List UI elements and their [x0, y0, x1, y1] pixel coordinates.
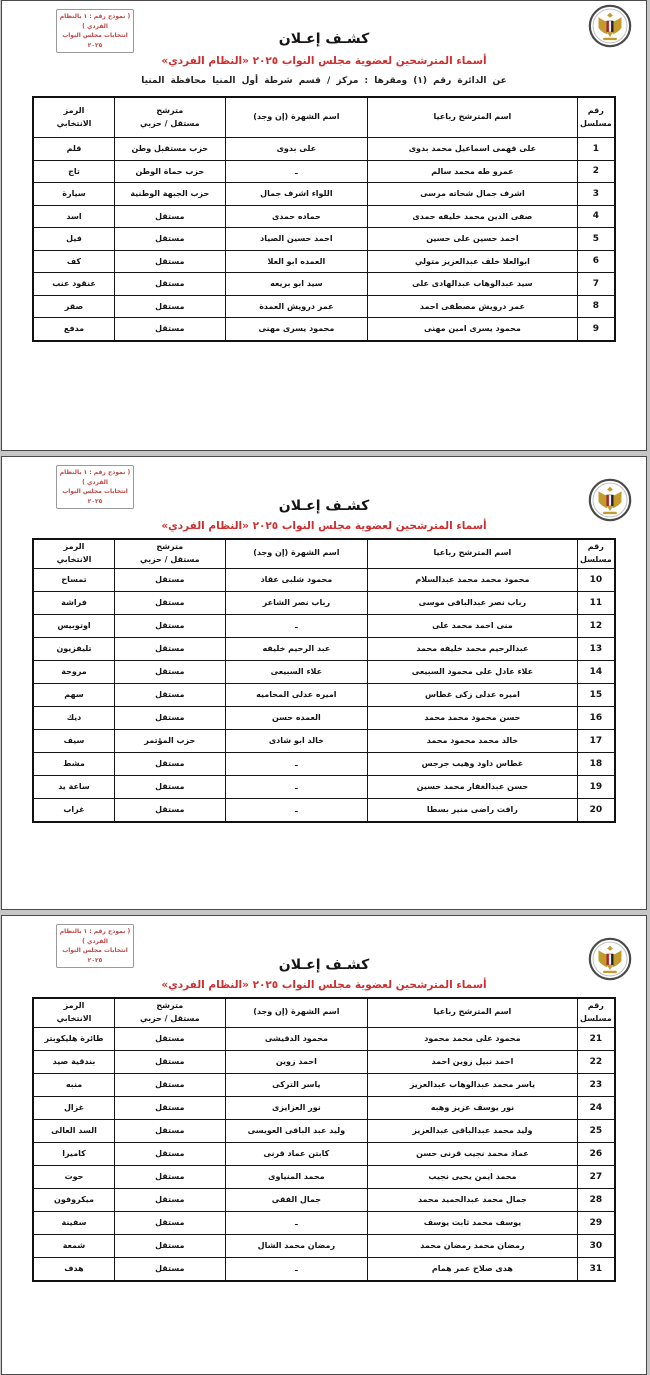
table-row — [33, 798, 615, 822]
cell-nickname: سيد ابو بريعه — [225, 273, 368, 296]
header-nickname: اسم الشهرة (إن وجد) — [225, 539, 368, 568]
header-candidate-name: اسم المترشح رباعيا — [368, 998, 578, 1027]
table-row — [33, 1142, 615, 1165]
cell-nickname: حماده حمدى — [225, 205, 368, 228]
cell-serial-number: 8 — [577, 295, 615, 318]
cell-party-status: مستقل — [115, 568, 226, 591]
cell-candidate-name: محمود على محمد محمود — [368, 1027, 578, 1050]
candidates-table — [32, 96, 616, 342]
cell-party-status: مستقل — [115, 1211, 226, 1234]
cell-candidate-name: عماد محمد نجيب قرنى حسن — [368, 1142, 578, 1165]
cell-nickname: ـ — [225, 1211, 368, 1234]
page-title: كشـف إعـلان — [278, 957, 370, 973]
cell-candidate-name: حسن عبدالغفار محمد حسين — [368, 775, 578, 798]
cell-nickname: رمضان محمد الشال — [225, 1234, 368, 1257]
table-row — [33, 1188, 615, 1211]
table-row — [33, 1165, 615, 1188]
cell-serial-number: 25 — [577, 1119, 615, 1142]
page-subtitle: أسماء المترشحين لعضوية مجلس النواب ٢٠٢٥ «النظام الفردي» — [161, 979, 487, 991]
cell-electoral-symbol: سفينة — [33, 1211, 115, 1234]
header-nickname: اسم الشهرة (إن وجد) — [225, 97, 368, 138]
cell-serial-number: 4 — [577, 205, 615, 228]
table-row — [33, 1234, 615, 1257]
table-row — [33, 683, 615, 706]
header-candidate-name: اسم المترشح رباعيا — [368, 97, 578, 138]
cell-electoral-symbol: ديك — [33, 706, 115, 729]
cell-serial-number: 22 — [577, 1050, 615, 1073]
table-row — [33, 160, 615, 183]
cell-electoral-symbol: شمعة — [33, 1234, 115, 1257]
document-page-2 — [1, 456, 647, 910]
table-row — [33, 1073, 615, 1096]
cell-candidate-name: نور يوسف عزيز وهبه — [368, 1096, 578, 1119]
header-party-status: مترشح مستقل / حزبي — [115, 97, 226, 138]
cell-party-status: مستقل — [115, 273, 226, 296]
cell-electoral-symbol: فراشة — [33, 591, 115, 614]
table-row — [33, 591, 615, 614]
header-party-status: مترشح مستقل / حزبي — [115, 998, 226, 1027]
cell-nickname: اميره عدلى المحاميه — [225, 683, 368, 706]
cell-party-status: مستقل — [115, 660, 226, 683]
candidates-table-wrap — [32, 997, 616, 1282]
cell-serial-number: 23 — [577, 1073, 615, 1096]
cell-candidate-name: رباب نصر عبدالباقى موسى — [368, 591, 578, 614]
candidates-table-wrap — [32, 538, 616, 823]
cell-serial-number: 2 — [577, 160, 615, 183]
form-box-line1: ( نموذج رقم : ١ بالنظام الفردي ) — [59, 13, 131, 30]
cell-electoral-symbol: هدف — [33, 1257, 115, 1281]
cell-candidate-name: رمضان محمد رمضان محمد — [368, 1234, 578, 1257]
cell-serial-number: 28 — [577, 1188, 615, 1211]
cell-serial-number: 30 — [577, 1234, 615, 1257]
table-row — [33, 775, 615, 798]
table-row — [33, 706, 615, 729]
cell-serial-number: 9 — [577, 318, 615, 341]
cell-party-status: مستقل — [115, 752, 226, 775]
page-title: كشـف إعـلان — [278, 31, 370, 47]
table-row — [33, 228, 615, 251]
cell-party-status: مستقل — [115, 1257, 226, 1281]
cell-electoral-symbol: حوت — [33, 1165, 115, 1188]
table-row — [33, 250, 615, 273]
cell-candidate-name: اشرف جمال شحاته مرسى — [368, 183, 578, 206]
cell-electoral-symbol: مشط — [33, 752, 115, 775]
cell-nickname: ـ — [225, 752, 368, 775]
cell-electoral-symbol: عنقود عنب — [33, 273, 115, 296]
form-box-line1: ( نموذج رقم : ١ بالنظام الفردي ) — [59, 928, 131, 945]
cell-electoral-symbol: تاج — [33, 160, 115, 183]
cell-party-status: حزب المؤتمر — [115, 729, 226, 752]
cell-candidate-name: اميره عدلى زكى غطاس — [368, 683, 578, 706]
cell-nickname: محمود الدقيشى — [225, 1027, 368, 1050]
cell-serial-number: 15 — [577, 683, 615, 706]
cell-electoral-symbol: صقر — [33, 295, 115, 318]
cell-nickname: محمد المنياوى — [225, 1165, 368, 1188]
cell-party-status: مستقل — [115, 706, 226, 729]
header-candidate-name: اسم المترشح رباعيا — [368, 539, 578, 568]
cell-nickname: محمود شلبى عقاد — [225, 568, 368, 591]
cell-nickname: العمده ابو العلا — [225, 250, 368, 273]
cell-party-status: مستقل — [115, 1165, 226, 1188]
cell-electoral-symbol: سهم — [33, 683, 115, 706]
cell-nickname: محمود يسرى مهنى — [225, 318, 368, 341]
cell-electoral-symbol: كاميرا — [33, 1142, 115, 1165]
table-header-row — [33, 998, 615, 1027]
cell-electoral-symbol: مروحة — [33, 660, 115, 683]
cell-serial-number: 6 — [577, 250, 615, 273]
cell-candidate-name: غطاس داود وهيب جرجس — [368, 752, 578, 775]
cell-candidate-name: عبدالرحيم محمد خليفه محمد — [368, 637, 578, 660]
cell-serial-number: 10 — [577, 568, 615, 591]
cell-electoral-symbol: تليفزيون — [33, 637, 115, 660]
cell-candidate-name: ابوالعلا خلف عبدالعزيز متولي — [368, 250, 578, 273]
cell-candidate-name: احمد حسين على حسين — [368, 228, 578, 251]
table-row — [33, 205, 615, 228]
table-row — [33, 1096, 615, 1119]
cell-candidate-name: عمرو طه محمد سالم — [368, 160, 578, 183]
cell-candidate-name: صفى الدين محمد خليفه حمدى — [368, 205, 578, 228]
cell-electoral-symbol: سيف — [33, 729, 115, 752]
cell-nickname: علاء السبيعى — [225, 660, 368, 683]
cell-electoral-symbol: بندقية صيد — [33, 1050, 115, 1073]
table-row — [33, 1211, 615, 1234]
page-subtitle: أسماء المترشحين لعضوية مجلس النواب ٢٠٢٥ «النظام الفردي» — [161, 520, 487, 532]
cell-serial-number: 13 — [577, 637, 615, 660]
table-row — [33, 273, 615, 296]
cell-serial-number: 24 — [577, 1096, 615, 1119]
cell-electoral-symbol: اوتوبيس — [33, 614, 115, 637]
cell-candidate-name: حسن محمود محمد محمد — [368, 706, 578, 729]
cell-candidate-name: هدى صلاح عمر همام — [368, 1257, 578, 1281]
cell-electoral-symbol: منبه — [33, 1073, 115, 1096]
cell-party-status: مستقل — [115, 318, 226, 341]
cell-candidate-name: رافت راضى منير بسطا — [368, 798, 578, 822]
cell-electoral-symbol: غراب — [33, 798, 115, 822]
cell-nickname: احمد حسين الصياد — [225, 228, 368, 251]
page-title: كشـف إعـلان — [278, 498, 370, 514]
table-row — [33, 614, 615, 637]
cell-party-status: مستقل — [115, 1096, 226, 1119]
candidates-table — [32, 538, 616, 823]
document-page-3 — [1, 915, 647, 1375]
cell-serial-number: 20 — [577, 798, 615, 822]
cell-party-status: مستقل — [115, 1073, 226, 1096]
cell-electoral-symbol: تمساح — [33, 568, 115, 591]
cell-party-status: مستقل — [115, 205, 226, 228]
cell-serial-number: 12 — [577, 614, 615, 637]
district-line: عن الدائرة رقم (١) ومقرها : مركز / قسم شرطة أول المنيا محافظة المنيا — [141, 76, 507, 86]
cell-candidate-name: جمال محمد عبدالحميد محمد — [368, 1188, 578, 1211]
cell-serial-number: 31 — [577, 1257, 615, 1281]
header-serial: رقم مسلسل — [577, 97, 615, 138]
cell-candidate-name: ياسر محمد عبدالوهاب عبدالعزيز — [368, 1073, 578, 1096]
cell-serial-number: 3 — [577, 183, 615, 206]
cell-nickname: كابتن عماد قرنى — [225, 1142, 368, 1165]
table-header-row — [33, 539, 615, 568]
table-row — [33, 752, 615, 775]
table-row — [33, 660, 615, 683]
cell-nickname: ـ — [225, 160, 368, 183]
cell-candidate-name: خالد محمد محمود محمد — [368, 729, 578, 752]
cell-candidate-name: عمر درويش مصطفى احمد — [368, 295, 578, 318]
cell-candidate-name: محمود محمد محمد عبدالسلام — [368, 568, 578, 591]
header-serial: رقم مسلسل — [577, 998, 615, 1027]
cell-serial-number: 17 — [577, 729, 615, 752]
table-row — [33, 138, 615, 161]
form-box-line2: انتخابات مجلس النواب ٢٠٢٥ — [62, 32, 128, 49]
header-electoral-symbol: الرمز الانتخابي — [33, 97, 115, 138]
cell-serial-number: 1 — [577, 138, 615, 161]
form-box-line2: انتخابات مجلس النواب ٢٠٢٥ — [62, 947, 128, 964]
cell-serial-number: 18 — [577, 752, 615, 775]
cell-party-status: مستقل — [115, 250, 226, 273]
cell-party-status: مستقل — [115, 614, 226, 637]
cell-candidate-name: محمود يسرى امين مهنى — [368, 318, 578, 341]
cell-electoral-symbol: قلم — [33, 138, 115, 161]
cell-nickname: وليد عبد الباقى العويسى — [225, 1119, 368, 1142]
table-row — [33, 1027, 615, 1050]
cell-candidate-name: وليد محمد عبدالباقى عبدالعزيز — [368, 1119, 578, 1142]
table-row — [33, 1119, 615, 1142]
cell-party-status: حزب مستقبل وطن — [115, 138, 226, 161]
cell-serial-number: 29 — [577, 1211, 615, 1234]
cell-serial-number: 7 — [577, 273, 615, 296]
table-row — [33, 183, 615, 206]
cell-electoral-symbol: غزال — [33, 1096, 115, 1119]
cell-party-status: مستقل — [115, 591, 226, 614]
cell-nickname: ـ — [225, 775, 368, 798]
header-nickname: اسم الشهرة (إن وجد) — [225, 998, 368, 1027]
table-row — [33, 295, 615, 318]
cell-electoral-symbol: فيل — [33, 228, 115, 251]
cell-party-status: مستقل — [115, 228, 226, 251]
cell-party-status: مستقل — [115, 1050, 226, 1073]
cell-electoral-symbol: طائرة هليكوبتر — [33, 1027, 115, 1050]
cell-serial-number: 21 — [577, 1027, 615, 1050]
candidates-table-wrap — [32, 96, 616, 342]
cell-serial-number: 11 — [577, 591, 615, 614]
candidates-table — [32, 997, 616, 1282]
cell-nickname: ـ — [225, 614, 368, 637]
cell-nickname: ياسر التركى — [225, 1073, 368, 1096]
cell-party-status: مستقل — [115, 1234, 226, 1257]
cell-electoral-symbol: ميكروفون — [33, 1188, 115, 1211]
cell-electoral-symbol: السد العالى — [33, 1119, 115, 1142]
cell-party-status: مستقل — [115, 1188, 226, 1211]
cell-candidate-name: احمد نبيل زوين احمد — [368, 1050, 578, 1073]
table-row — [33, 568, 615, 591]
cell-serial-number: 16 — [577, 706, 615, 729]
cell-nickname: رباب نصر الشاعر — [225, 591, 368, 614]
cell-candidate-name: يوسف محمد ثابت يوسف — [368, 1211, 578, 1234]
table-row — [33, 1050, 615, 1073]
cell-party-status: مستقل — [115, 1027, 226, 1050]
cell-nickname: خالد ابو شادى — [225, 729, 368, 752]
cell-nickname: عمر درويش العمدة — [225, 295, 368, 318]
cell-nickname: العمده حسن — [225, 706, 368, 729]
cell-nickname: نور العزايزى — [225, 1096, 368, 1119]
cell-nickname: ـ — [225, 1257, 368, 1281]
cell-party-status: مستقل — [115, 798, 226, 822]
cell-candidate-name: سيد عبدالوهاب عبدالهادى على — [368, 273, 578, 296]
cell-serial-number: 14 — [577, 660, 615, 683]
table-row — [33, 318, 615, 341]
cell-candidate-name: منى احمد محمد على — [368, 614, 578, 637]
header-party-status: مترشح مستقل / حزبي — [115, 539, 226, 568]
cell-party-status: مستقل — [115, 1119, 226, 1142]
cell-electoral-symbol: ساعة يد — [33, 775, 115, 798]
cell-party-status: مستقل — [115, 775, 226, 798]
cell-nickname: ـ — [225, 798, 368, 822]
cell-candidate-name: علاء عادل على محمود السبيعى — [368, 660, 578, 683]
cell-nickname: عبد الرحيم خليفه — [225, 637, 368, 660]
cell-electoral-symbol: مدفع — [33, 318, 115, 341]
cell-serial-number: 5 — [577, 228, 615, 251]
cell-party-status: مستقل — [115, 1142, 226, 1165]
cell-candidate-name: على فهمى اسماعيل محمد بدوى — [368, 138, 578, 161]
cell-serial-number: 26 — [577, 1142, 615, 1165]
cell-nickname: اللواء اشرف جمال — [225, 183, 368, 206]
cell-nickname: احمد زوين — [225, 1050, 368, 1073]
cell-party-status: مستقل — [115, 683, 226, 706]
header-serial: رقم مسلسل — [577, 539, 615, 568]
page-subtitle: أسماء المترشحين لعضوية مجلس النواب ٢٠٢٥ «النظام الفردي» — [161, 55, 487, 67]
cell-party-status: مستقل — [115, 295, 226, 318]
document-page-1 — [1, 0, 647, 451]
cell-electoral-symbol: سيارة — [33, 183, 115, 206]
table-header-row — [33, 97, 615, 138]
table-row — [33, 637, 615, 660]
cell-nickname: على بدوى — [225, 138, 368, 161]
cell-party-status: حزب الجبهة الوطنية — [115, 183, 226, 206]
form-box-line2: انتخابات مجلس النواب ٢٠٢٥ — [62, 488, 128, 505]
cell-party-status: مستقل — [115, 637, 226, 660]
cell-serial-number: 27 — [577, 1165, 615, 1188]
table-row — [33, 1257, 615, 1281]
cell-serial-number: 19 — [577, 775, 615, 798]
table-row — [33, 729, 615, 752]
cell-nickname: جمال الفقى — [225, 1188, 368, 1211]
form-box-line1: ( نموذج رقم : ١ بالنظام الفردي ) — [59, 469, 131, 486]
header-electoral-symbol: الرمز الانتخابي — [33, 539, 115, 568]
header-electoral-symbol: الرمز الانتخابي — [33, 998, 115, 1027]
cell-electoral-symbol: اسد — [33, 205, 115, 228]
cell-electoral-symbol: كف — [33, 250, 115, 273]
cell-party-status: حزب حماة الوطن — [115, 160, 226, 183]
cell-candidate-name: محمد ايمن يحيى نجيب — [368, 1165, 578, 1188]
